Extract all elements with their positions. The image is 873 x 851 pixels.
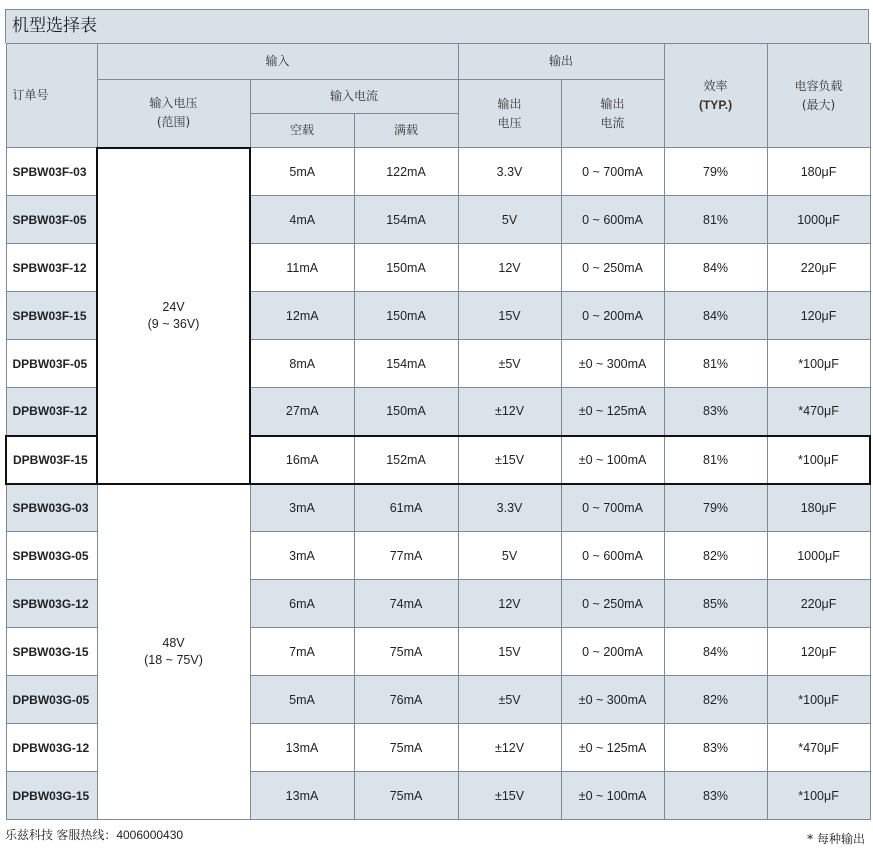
header-input: 输入 (97, 44, 458, 80)
header-capacitive-load (767, 44, 870, 148)
no-load-cell: 5mA (250, 676, 354, 724)
header-input-current: 输入电流 (250, 80, 458, 114)
header-cap-load-max: (最大) (801, 97, 836, 112)
table-row (6, 484, 870, 532)
output-current-cell: 0 ~ 700mA (561, 148, 664, 196)
header-cap-load-label: 电容负载 (794, 78, 843, 93)
capacitive-load-cell: 220μF (767, 580, 870, 628)
full-load-cell: 77mA (354, 532, 458, 580)
output-voltage-cell: 12V (458, 244, 561, 292)
efficiency-cell: 79% (664, 148, 767, 196)
no-load-cell: 16mA (250, 436, 354, 484)
table-title: 机型选择表 (5, 9, 869, 43)
input-voltage-cell (97, 484, 250, 820)
no-load-cell: 4mA (250, 196, 354, 244)
output-voltage-cell: 5V (458, 196, 561, 244)
header-output-current-l2: 电流 (600, 115, 625, 130)
input-voltage-value: 24V (162, 299, 185, 314)
model-cell: DPBW03G-15 (6, 772, 97, 820)
output-current-cell: 0 ~ 600mA (561, 196, 664, 244)
model-cell: SPBW03G-15 (6, 628, 97, 676)
capacitive-load-cell: 1000μF (767, 532, 870, 580)
header-input-voltage-range: (范围) (156, 115, 191, 130)
no-load-cell: 13mA (250, 772, 354, 820)
efficiency-cell: 83% (664, 388, 767, 436)
header-input-voltage-label: 输入电压 (149, 96, 198, 111)
full-load-cell: 75mA (354, 724, 458, 772)
output-voltage-cell: ±12V (458, 388, 561, 436)
model-cell: SPBW03F-12 (6, 244, 97, 292)
capacitive-load-cell: *100μF (767, 436, 870, 484)
capacitive-load-cell: 180μF (767, 484, 870, 532)
efficiency-cell: 81% (664, 340, 767, 388)
output-voltage-cell: 15V (458, 628, 561, 676)
output-voltage-cell: ±12V (458, 724, 561, 772)
efficiency-cell: 84% (664, 244, 767, 292)
header-efficiency (664, 44, 767, 148)
capacitive-load-cell: 1000μF (767, 196, 870, 244)
footer-note: * 每种输出 (807, 832, 865, 846)
model-cell: SPBW03G-03 (6, 484, 97, 532)
full-load-cell: 75mA (354, 628, 458, 676)
full-load-cell: 61mA (354, 484, 458, 532)
efficiency-cell: 81% (664, 436, 767, 484)
output-voltage-cell: ±5V (458, 676, 561, 724)
no-load-cell: 11mA (250, 244, 354, 292)
efficiency-cell: 82% (664, 676, 767, 724)
output-voltage-cell: ±5V (458, 340, 561, 388)
model-cell: DPBW03F-12 (6, 388, 97, 436)
table-body (6, 148, 870, 820)
header-no-load: 空载 (250, 114, 354, 148)
model-selection-table (5, 43, 871, 820)
output-current-cell: 0 ~ 200mA (561, 628, 664, 676)
output-current-cell: 0 ~ 600mA (561, 532, 664, 580)
input-voltage-value: 48V (162, 635, 185, 650)
table-header (6, 44, 870, 148)
efficiency-cell: 83% (664, 772, 767, 820)
full-load-cell: 74mA (354, 580, 458, 628)
model-cell: SPBW03F-15 (6, 292, 97, 340)
output-current-cell: 0 ~ 250mA (561, 244, 664, 292)
header-output-voltage-l1: 输出 (497, 96, 522, 111)
capacitive-load-cell: *470μF (767, 724, 870, 772)
model-cell: DPBW03G-12 (6, 724, 97, 772)
capacitive-load-cell: 120μF (767, 292, 870, 340)
output-current-cell: ±0 ~ 300mA (561, 340, 664, 388)
full-load-cell: 152mA (354, 436, 458, 484)
no-load-cell: 3mA (250, 532, 354, 580)
input-voltage-range: (18 ~ 75V) (144, 652, 203, 667)
capacitive-load-cell: *100μF (767, 772, 870, 820)
no-load-cell: 5mA (250, 148, 354, 196)
model-cell: SPBW03F-05 (6, 196, 97, 244)
input-voltage-cell (97, 148, 250, 484)
model-cell: SPBW03F-03 (6, 148, 97, 196)
capacitive-load-cell: 180μF (767, 148, 870, 196)
no-load-cell: 6mA (250, 580, 354, 628)
header-output: 输出 (458, 44, 664, 80)
capacitive-load-cell: *470μF (767, 388, 870, 436)
capacitive-load-cell: *100μF (767, 340, 870, 388)
no-load-cell: 3mA (250, 484, 354, 532)
output-current-cell: ±0 ~ 125mA (561, 724, 664, 772)
output-voltage-cell: 12V (458, 580, 561, 628)
header-efficiency-typ: (TYP.) (698, 97, 733, 112)
no-load-cell: 8mA (250, 340, 354, 388)
header-full-load: 满载 (354, 114, 458, 148)
capacitive-load-cell: 120μF (767, 628, 870, 676)
full-load-cell: 75mA (354, 772, 458, 820)
no-load-cell: 13mA (250, 724, 354, 772)
selection-table-panel (5, 9, 869, 820)
capacitive-load-cell: 220μF (767, 244, 870, 292)
capacitive-load-cell: *100μF (767, 676, 870, 724)
output-current-cell: ±0 ~ 100mA (561, 772, 664, 820)
model-cell: DPBW03F-05 (6, 340, 97, 388)
efficiency-cell: 79% (664, 484, 767, 532)
model-cell: SPBW03G-12 (6, 580, 97, 628)
output-voltage-cell: 3.3V (458, 484, 561, 532)
full-load-cell: 154mA (354, 340, 458, 388)
table-row (6, 148, 870, 196)
footer-hotline: 乐兹科技 客服热线：4006000430 (5, 828, 184, 842)
header-input-voltage (97, 80, 250, 148)
model-cell: DPBW03F-15 (6, 436, 97, 484)
full-load-cell: 76mA (354, 676, 458, 724)
no-load-cell: 27mA (250, 388, 354, 436)
efficiency-cell: 83% (664, 724, 767, 772)
output-voltage-cell: ±15V (458, 436, 561, 484)
output-current-cell: ±0 ~ 300mA (561, 676, 664, 724)
output-current-cell: ±0 ~ 125mA (561, 388, 664, 436)
header-output-voltage (458, 80, 561, 148)
output-current-cell: ±0 ~ 100mA (561, 436, 664, 484)
output-current-cell: 0 ~ 250mA (561, 580, 664, 628)
header-output-current-l1: 输出 (600, 96, 625, 111)
full-load-cell: 150mA (354, 292, 458, 340)
full-load-cell: 150mA (354, 388, 458, 436)
efficiency-cell: 84% (664, 628, 767, 676)
output-voltage-cell: 3.3V (458, 148, 561, 196)
full-load-cell: 154mA (354, 196, 458, 244)
model-cell: DPBW03G-05 (6, 676, 97, 724)
full-load-cell: 122mA (354, 148, 458, 196)
header-output-current (561, 80, 664, 148)
input-voltage-range: (9 ~ 36V) (147, 316, 200, 331)
full-load-cell: 150mA (354, 244, 458, 292)
no-load-cell: 7mA (250, 628, 354, 676)
output-voltage-cell: 15V (458, 292, 561, 340)
no-load-cell: 12mA (250, 292, 354, 340)
output-voltage-cell: 5V (458, 532, 561, 580)
efficiency-cell: 84% (664, 292, 767, 340)
efficiency-cell: 81% (664, 196, 767, 244)
header-efficiency-label: 效率 (703, 78, 728, 93)
header-output-voltage-l2: 电压 (497, 115, 522, 130)
output-voltage-cell: ±15V (458, 772, 561, 820)
output-current-cell: 0 ~ 700mA (561, 484, 664, 532)
model-cell: SPBW03G-05 (6, 532, 97, 580)
output-current-cell: 0 ~ 200mA (561, 292, 664, 340)
efficiency-cell: 82% (664, 532, 767, 580)
header-order-no: 订单号 (6, 44, 97, 148)
efficiency-cell: 85% (664, 580, 767, 628)
